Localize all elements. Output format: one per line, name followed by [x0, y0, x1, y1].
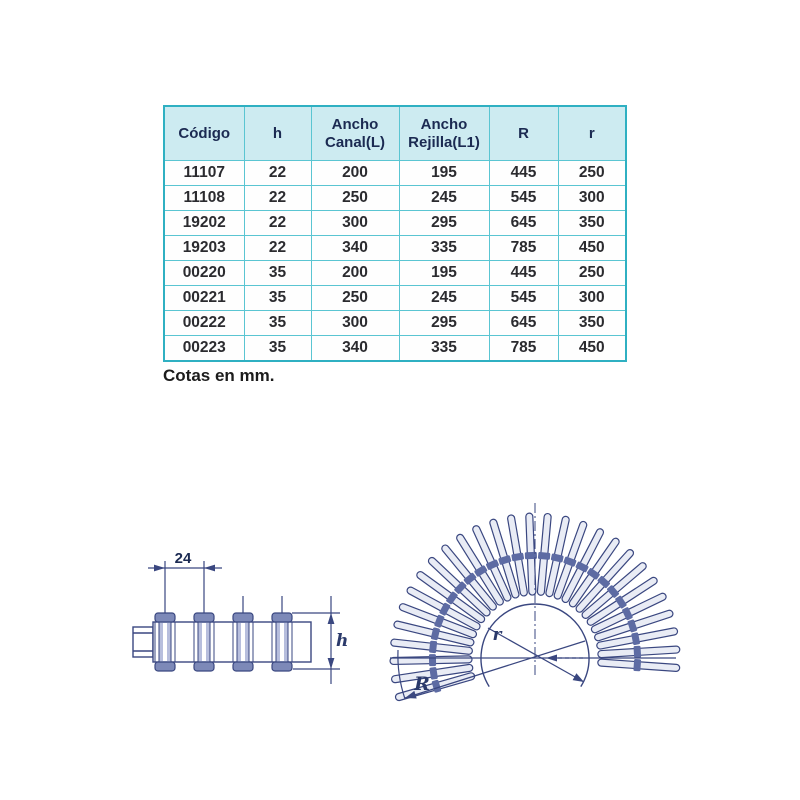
side-profile-diagram — [125, 535, 350, 695]
table-cell: 00220 — [164, 261, 244, 286]
table-cell: 245 — [399, 186, 489, 211]
table-row — [164, 311, 626, 336]
spec-table — [163, 105, 627, 362]
table-cell: 195 — [399, 161, 489, 186]
table-row — [164, 211, 626, 236]
table-cell: 00223 — [164, 336, 244, 362]
arrowhead — [328, 613, 335, 624]
height-dimension-label: h — [336, 631, 349, 651]
pitch-dimension-label: 24 — [174, 550, 192, 567]
table-cell: 11107 — [164, 161, 244, 186]
table-cell: 545 — [489, 186, 558, 211]
table-cell: 295 — [399, 311, 489, 336]
table-cell: 295 — [399, 211, 489, 236]
table-cell: 785 — [489, 336, 558, 362]
column-header: h — [244, 106, 311, 161]
table-cell: 300 — [558, 286, 626, 311]
table-cell: 19202 — [164, 211, 244, 236]
table-cell: 250 — [311, 186, 399, 211]
spec-table-container — [163, 105, 627, 362]
arrowhead — [204, 565, 215, 572]
arrowhead — [573, 673, 584, 682]
table-cell: 450 — [558, 236, 626, 261]
fan-diagram — [380, 498, 685, 713]
table-cell: 450 — [558, 336, 626, 362]
table-cell: 35 — [244, 311, 311, 336]
table-row — [164, 161, 626, 186]
column-header: r — [558, 106, 626, 161]
column-header: Ancho Rejilla(L1) — [399, 106, 489, 161]
inner-radius-line — [488, 628, 584, 682]
table-cell: 645 — [489, 211, 558, 236]
table-cell: 19203 — [164, 236, 244, 261]
table-cell: 22 — [244, 186, 311, 211]
table-cell: 300 — [558, 186, 626, 211]
table-cell: 300 — [311, 311, 399, 336]
table-cell: 350 — [558, 211, 626, 236]
outer-radius-label: R — [414, 673, 430, 695]
table-header-row — [164, 106, 626, 161]
end-connector — [133, 627, 153, 657]
table-cell: 200 — [311, 161, 399, 186]
table-cell: 22 — [244, 161, 311, 186]
arrowhead — [154, 565, 165, 572]
table-cell: 250 — [558, 261, 626, 286]
table-cell: 335 — [399, 236, 489, 261]
table-cell: 445 — [489, 261, 558, 286]
table-cell: 195 — [399, 261, 489, 286]
table-row — [164, 186, 626, 211]
table-cell: 340 — [311, 236, 399, 261]
table-cell: 335 — [399, 336, 489, 362]
spec-table-body — [164, 161, 626, 362]
arrowhead — [328, 658, 335, 669]
table-cell: 35 — [244, 286, 311, 311]
table-cell: 11108 — [164, 186, 244, 211]
table-row — [164, 336, 626, 362]
table-cell: 245 — [399, 286, 489, 311]
table-row — [164, 236, 626, 261]
table-cell: 300 — [311, 211, 399, 236]
table-cell: 350 — [558, 311, 626, 336]
spec-table-header — [164, 106, 626, 161]
table-cell: 35 — [244, 261, 311, 286]
column-header: Ancho Canal(L) — [311, 106, 399, 161]
units-note: Cotas en mm. — [163, 366, 275, 385]
table-cell: 22 — [244, 211, 311, 236]
table-cell: 22 — [244, 236, 311, 261]
table-cell: 35 — [244, 336, 311, 362]
table-cell: 250 — [311, 286, 399, 311]
table-cell: 545 — [489, 286, 558, 311]
table-cell: 200 — [311, 261, 399, 286]
table-cell: 00222 — [164, 311, 244, 336]
inner-radius-label: r — [492, 625, 502, 645]
table-row — [164, 261, 626, 286]
arrowhead — [546, 655, 557, 662]
column-header: R — [489, 106, 558, 161]
table-cell: 785 — [489, 236, 558, 261]
table-cell: 250 — [558, 161, 626, 186]
table-cell: 445 — [489, 161, 558, 186]
column-header: Código — [164, 106, 244, 161]
table-cell: 00221 — [164, 286, 244, 311]
table-row — [164, 286, 626, 311]
fan-slat — [597, 656, 680, 674]
fan-slat — [390, 653, 472, 667]
table-cell: 340 — [311, 336, 399, 362]
table-cell: 645 — [489, 311, 558, 336]
